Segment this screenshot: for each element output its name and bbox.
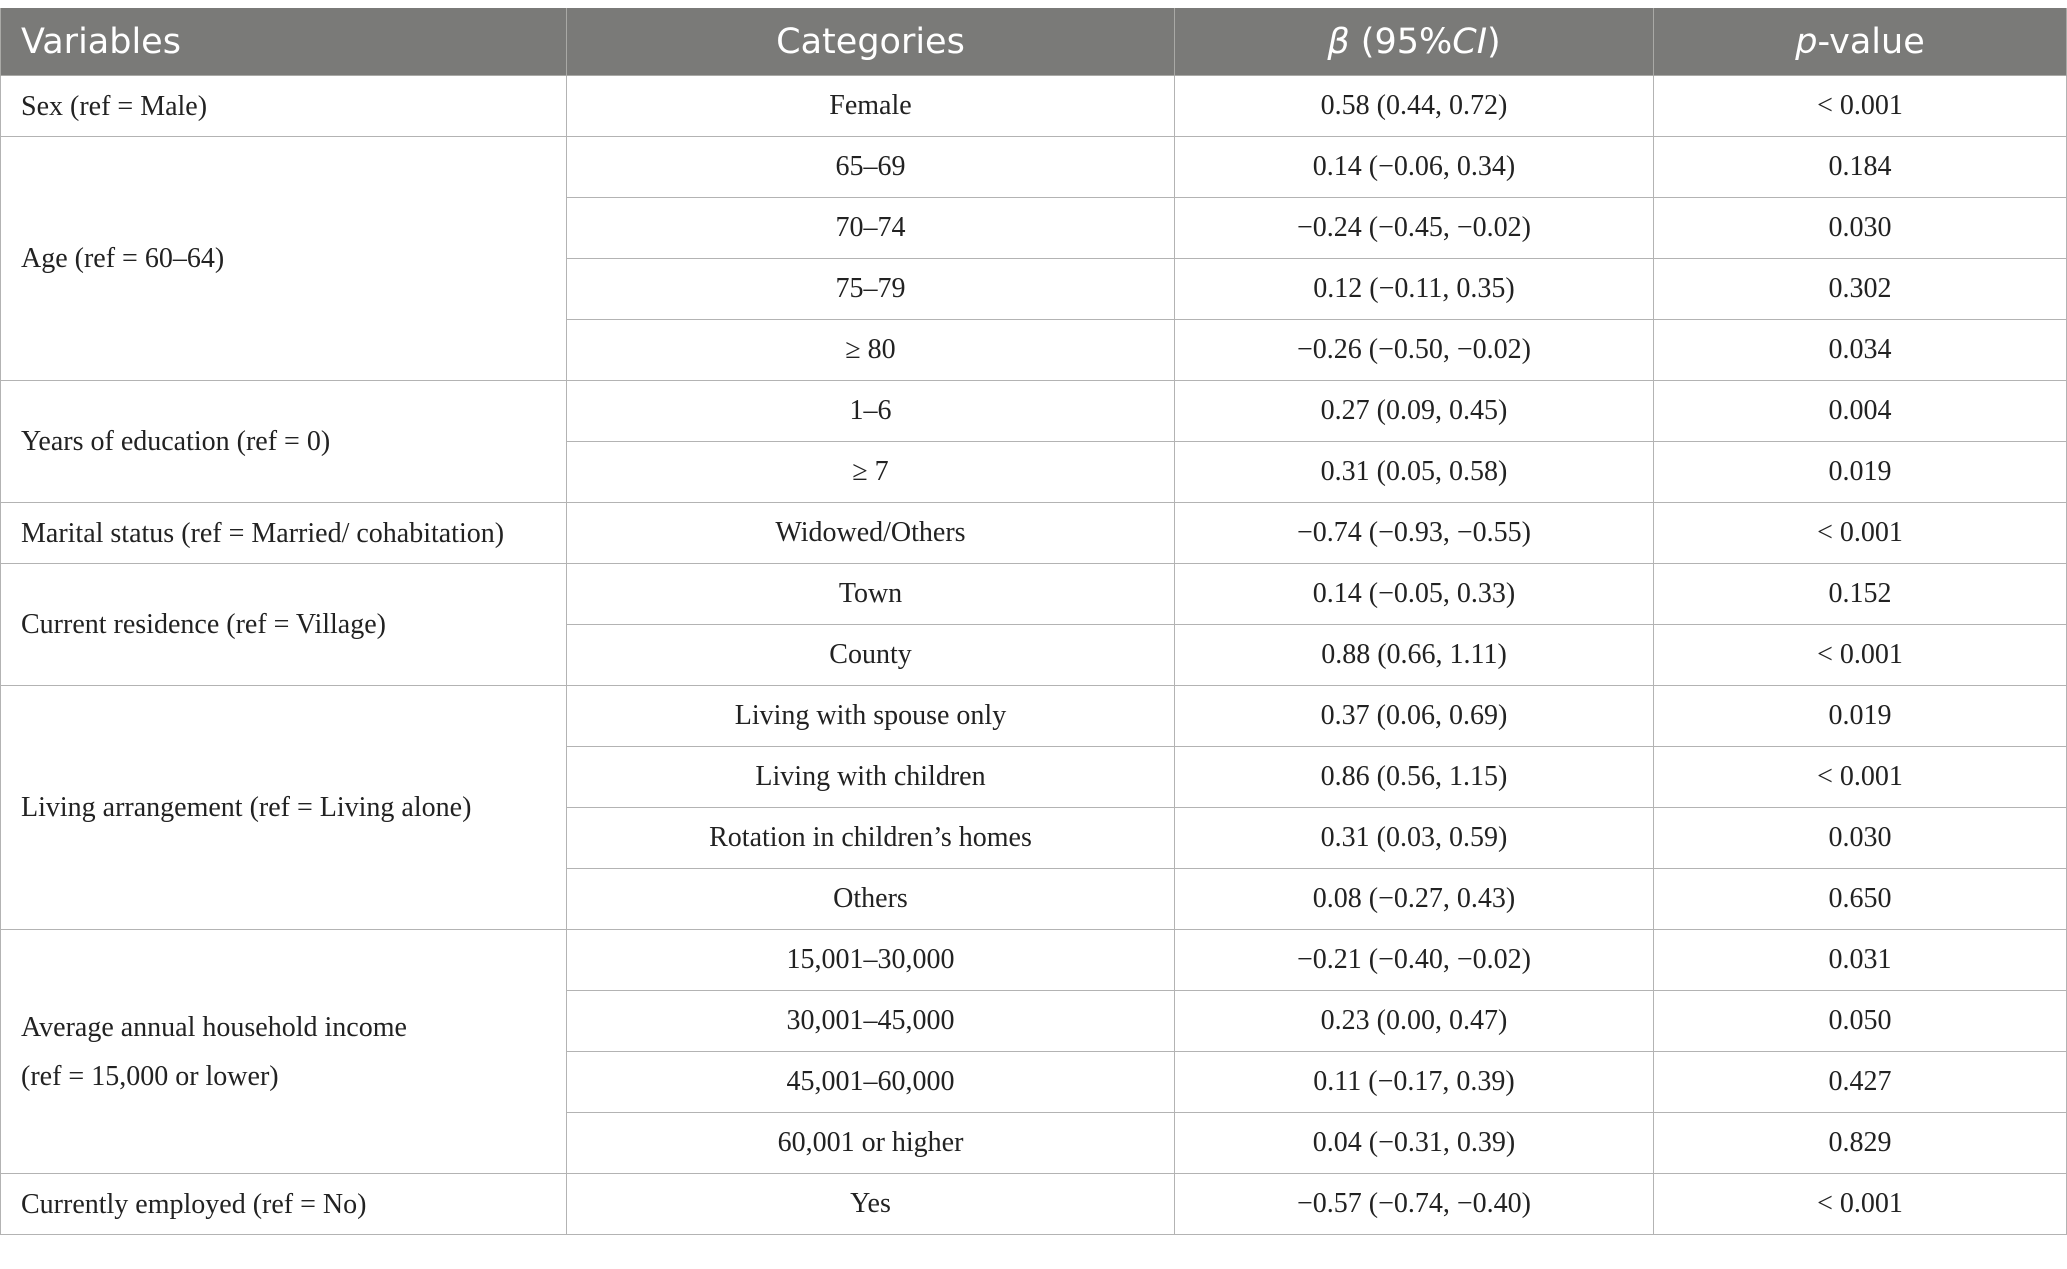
beta-ci-cell: 0.31 (0.03, 0.59) — [1175, 808, 1654, 869]
variable-cell — [1, 930, 567, 1174]
table-row — [1, 137, 2067, 198]
p-value-cell: 0.184 — [1654, 137, 2067, 198]
table-header — [1, 8, 2067, 76]
p-value-cell: 0.034 — [1654, 320, 2067, 381]
variable-cell — [1, 686, 567, 930]
p-value-cell: 0.030 — [1654, 198, 2067, 259]
regression-table — [0, 8, 2067, 1235]
p-value-cell: 0.302 — [1654, 259, 2067, 320]
beta-ci-cell: 0.08 (−0.27, 0.43) — [1175, 869, 1654, 930]
beta-ci-cell: −0.26 (−0.50, −0.02) — [1175, 320, 1654, 381]
header-p-letter: p — [1795, 21, 1818, 62]
category-cell: 15,001–30,000 — [567, 930, 1175, 991]
category-cell: Yes — [567, 1174, 1175, 1235]
category-cell: Town — [567, 564, 1175, 625]
beta-ci-cell: 0.88 (0.66, 1.11) — [1175, 625, 1654, 686]
category-cell: ≥ 7 — [567, 442, 1175, 503]
variable-cell — [1, 76, 567, 137]
header-beta-ci — [1175, 8, 1654, 76]
beta-ci-cell: 0.86 (0.56, 1.15) — [1175, 747, 1654, 808]
variable-label: Age (ref = 60–64) — [21, 243, 225, 274]
variable-label: Average annual household income — [21, 1011, 407, 1043]
beta-ci-cell: 0.58 (0.44, 0.72) — [1175, 76, 1654, 137]
header-categories: Categories — [567, 8, 1175, 76]
category-cell: 1–6 — [567, 381, 1175, 442]
beta-ci-cell: 0.14 (−0.06, 0.34) — [1175, 137, 1654, 198]
category-cell: 65–69 — [567, 137, 1175, 198]
table-row — [1, 381, 2067, 442]
variable-cell — [1, 564, 567, 686]
beta-ci-cell: 0.12 (−0.11, 0.35) — [1175, 259, 1654, 320]
category-cell: County — [567, 625, 1175, 686]
header-p-value — [1654, 8, 2067, 76]
category-cell: ≥ 80 — [567, 320, 1175, 381]
beta-ci-cell: −0.21 (−0.40, −0.02) — [1175, 930, 1654, 991]
variable-cell — [1, 503, 567, 564]
header-beta-symbol: β — [1327, 21, 1350, 62]
p-value-cell: 0.031 — [1654, 930, 2067, 991]
table-row — [1, 686, 2067, 747]
variable-label: Marital status (ref = Married/ cohabitation) — [21, 517, 505, 549]
header-row — [1, 8, 2067, 76]
header-variables: Variables — [1, 8, 567, 76]
category-cell: Widowed/Others — [567, 503, 1175, 564]
table-row — [1, 564, 2067, 625]
p-value-cell: < 0.001 — [1654, 76, 2067, 137]
beta-ci-cell: −0.24 (−0.45, −0.02) — [1175, 198, 1654, 259]
table-row — [1, 76, 2067, 137]
category-cell: 30,001–45,000 — [567, 991, 1175, 1052]
p-value-cell: 0.019 — [1654, 442, 2067, 503]
variable-cell — [1, 381, 567, 503]
variable-label: Sex (ref = Male) — [21, 90, 208, 122]
table-row — [1, 930, 2067, 991]
p-value-cell: < 0.001 — [1654, 625, 2067, 686]
p-value-cell: 0.019 — [1654, 686, 2067, 747]
variable-label: Current residence (ref = Village) — [21, 609, 386, 640]
category-cell: 75–79 — [567, 259, 1175, 320]
p-value-cell: 0.829 — [1654, 1113, 2067, 1174]
category-cell: 45,001–60,000 — [567, 1052, 1175, 1113]
beta-ci-cell: −0.74 (−0.93, −0.55) — [1175, 503, 1654, 564]
beta-ci-cell: −0.57 (−0.74, −0.40) — [1175, 1174, 1654, 1235]
category-cell: 70–74 — [567, 198, 1175, 259]
category-cell: Others — [567, 869, 1175, 930]
p-value-cell: 0.050 — [1654, 991, 2067, 1052]
beta-ci-cell: 0.23 (0.00, 0.47) — [1175, 991, 1654, 1052]
beta-ci-cell: 0.14 (−0.05, 0.33) — [1175, 564, 1654, 625]
variable-label: Living arrangement (ref = Living alone) — [21, 792, 472, 823]
beta-ci-cell: 0.04 (−0.31, 0.39) — [1175, 1113, 1654, 1174]
beta-ci-cell: 0.11 (−0.17, 0.39) — [1175, 1052, 1654, 1113]
p-value-cell: 0.152 — [1654, 564, 2067, 625]
p-value-cell: < 0.001 — [1654, 747, 2067, 808]
variable-cell — [1, 137, 567, 381]
table-row — [1, 503, 2067, 564]
p-value-cell: 0.427 — [1654, 1052, 2067, 1113]
category-cell: Rotation in children’s homes — [567, 808, 1175, 869]
variable-cell — [1, 1174, 567, 1235]
p-value-cell: < 0.001 — [1654, 503, 2067, 564]
table-body — [1, 76, 2067, 1235]
p-value-cell: 0.030 — [1654, 808, 2067, 869]
category-cell: Female — [567, 76, 1175, 137]
p-value-cell: 0.650 — [1654, 869, 2067, 930]
variable-label: Years of education (ref = 0) — [21, 426, 331, 457]
beta-ci-cell: 0.37 (0.06, 0.69) — [1175, 686, 1654, 747]
header-p-rest: -value — [1817, 21, 1925, 62]
variable-label-line2: (ref = 15,000 or lower) — [21, 1060, 279, 1092]
category-cell: 60,001 or higher — [567, 1113, 1175, 1174]
variable-label: Currently employed (ref = No) — [21, 1188, 367, 1220]
beta-ci-cell: 0.27 (0.09, 0.45) — [1175, 381, 1654, 442]
category-cell: Living with children — [567, 747, 1175, 808]
p-value-cell: < 0.001 — [1654, 1174, 2067, 1235]
header-beta-close: ) — [1487, 21, 1501, 62]
header-beta-ci-text: (95% — [1349, 21, 1453, 62]
p-value-cell: 0.004 — [1654, 381, 2067, 442]
category-cell: Living with spouse only — [567, 686, 1175, 747]
header-ci-abbrev: CI — [1452, 21, 1488, 62]
beta-ci-cell: 0.31 (0.05, 0.58) — [1175, 442, 1654, 503]
table-row — [1, 1174, 2067, 1235]
